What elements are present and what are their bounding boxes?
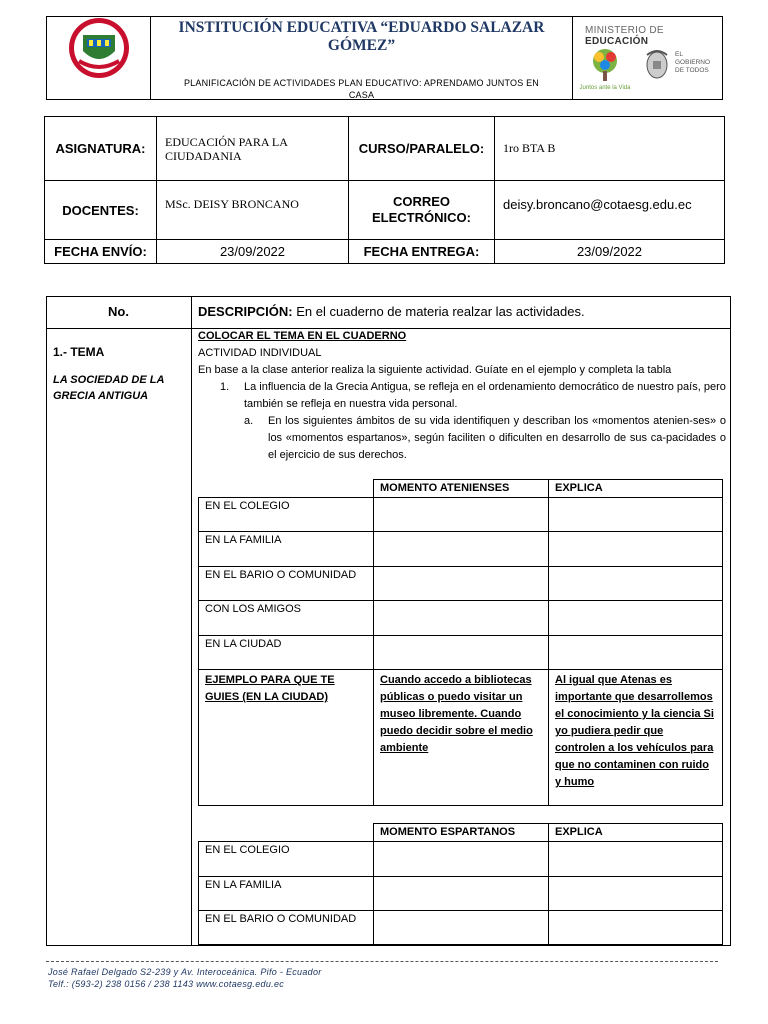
- envio-label: FECHA ENVÍO:: [45, 240, 157, 264]
- plan-title: PLANIFICACIÓN DE ACTIVIDADES PLAN EDUCATIVO: APRENDAMO JUNTOS EN CASA: [183, 78, 540, 100]
- document-header: [46, 16, 723, 100]
- ateniense-row-label: EN EL BARIO O COMUNIDAD: [199, 567, 374, 601]
- ateniense-row-label: EN EL COLEGIO: [199, 498, 374, 532]
- ateniense-explica-header: EXPLICA: [549, 480, 723, 498]
- ateniense-row-label: CON LOS AMIGOS: [199, 601, 374, 636]
- item-a: [198, 413, 726, 464]
- docentes-value: MSc. DEISY BRONCANO: [157, 181, 349, 240]
- entrega-value: 23/09/2022: [495, 240, 725, 264]
- example-momento: Cuando accedo a bibliotecas públicas o puedo visitar un museo libremente. Cuando puedo decidir sobre el medio ambiente: [374, 670, 549, 806]
- ateniense-row-label: EN LA FAMILIA: [199, 532, 374, 567]
- espartano-explica-cell[interactable]: [549, 877, 723, 911]
- espartano-answer-cell[interactable]: [374, 911, 549, 945]
- espartano-explica-cell[interactable]: [549, 911, 723, 945]
- column-divider: [191, 296, 192, 946]
- envio-value: 23/09/2022: [157, 240, 349, 264]
- ateniense-explica-cell[interactable]: [549, 567, 723, 601]
- espartano-answer-cell[interactable]: [374, 842, 549, 877]
- curso-value: 1ro BTA B: [495, 117, 725, 181]
- espartano-row-label: EN LA FAMILIA: [199, 877, 374, 911]
- juntos-tree-logo: [585, 45, 625, 85]
- example-explica: Al igual que Atenas es importante que desarrollemos el conocimiento y la ciencia Si yo pudiera pedir que controlen a los vehículos para que no contaminen con ruido y humo: [549, 670, 723, 806]
- footer-divider: [46, 961, 718, 962]
- instructions-block: [198, 328, 726, 464]
- tema-subtitle: LA SOCIEDAD DE LA GRECIA ANTIGUA: [53, 374, 165, 402]
- ateniense-table: [198, 479, 723, 806]
- gobierno-label: EL GOBIERNO DE TODOS: [675, 51, 711, 74]
- footer-contact: Telf.: (593-2) 238 0156 / 238 1143 www.cotaesg.edu.ec: [48, 979, 285, 989]
- ministry-cell: [573, 17, 723, 99]
- espartano-answer-cell[interactable]: [374, 877, 549, 911]
- espartano-explica-header: EXPLICA: [549, 824, 723, 842]
- ateniense-col-header: MOMENTO ATENIENSES: [374, 480, 549, 498]
- school-logo-cell: [47, 17, 151, 99]
- item-1-number: 1.: [220, 381, 230, 393]
- item-a-letter: a.: [244, 415, 254, 427]
- course-info-table: [44, 116, 725, 264]
- ateniense-row-label: EN LA CIUDAD: [199, 636, 374, 670]
- institution-title: INSTITUCIÓN EDUCATIVA “EDUARDO SALAZAR GÓMEZ”: [178, 19, 545, 54]
- ateniense-explica-cell[interactable]: [549, 532, 723, 567]
- juntos-label: Juntos ante la Vida: [579, 85, 631, 91]
- espartano-table: [198, 823, 723, 945]
- ecuador-coat-of-arms: [641, 47, 673, 83]
- no-header: No.: [108, 304, 129, 319]
- footer-address: José Rafael Delgado S2-239 y Av. Interoceánica. Pifo - Ecuador: [48, 967, 322, 977]
- espartano-row-label: EN EL COLEGIO: [199, 842, 374, 877]
- ateniense-answer-cell[interactable]: [374, 532, 549, 567]
- description-label: DESCRIPCIÓN:: [198, 304, 293, 319]
- instruction-text: En base a la clase anterior realiza la siguiente actividad. Guíate en el ejemplo y completa la tabla: [198, 364, 672, 376]
- asignatura-value: EDUCACIÓN PARA LA CIUDADANIA: [157, 117, 349, 181]
- description-text: En el cuaderno de materia realzar las actividades.: [292, 304, 585, 319]
- asignatura-label: ASIGNATURA:: [45, 117, 157, 181]
- espartano-explica-cell[interactable]: [549, 842, 723, 877]
- tema-title: 1.- TEMA: [53, 345, 105, 359]
- item-a-text: En los siguientes ámbitos de su vida identifiquen y describan los «momentos atenien-ses» o los «momentos espartanos», según faciliten o dificulten en desarrollo de sus ca-pacidades o el ejercicio de sus derechos.: [268, 415, 726, 461]
- ateniense-answer-cell[interactable]: [374, 567, 549, 601]
- ateniense-explica-cell[interactable]: [549, 498, 723, 532]
- colocar-tema: COLOCAR EL TEMA EN EL CUADERNO: [198, 330, 407, 342]
- docentes-label: DOCENTES:: [45, 181, 157, 240]
- correo-label: CORREO ELECTRÓNICO:: [349, 181, 495, 240]
- correo-value: deisy.broncano@cotaesg.edu.ec: [495, 181, 725, 240]
- school-crest-logo: [47, 17, 151, 99]
- ateniense-explica-cell[interactable]: [549, 601, 723, 636]
- ministry-bold: EDUCACIÓN: [585, 36, 649, 47]
- item-1-text: La influencia de la Grecia Antigua, se refleja en el ordenamiento democrático de nuestro país, pero también se refleja en nuestra vida personal.: [244, 381, 726, 410]
- ateniense-explica-cell[interactable]: [549, 636, 723, 670]
- description-header: [198, 296, 728, 328]
- ministry-prefix: MINISTERIO DE: [585, 25, 664, 36]
- ateniense-answer-cell[interactable]: [374, 601, 549, 636]
- ateniense-answer-cell[interactable]: [374, 636, 549, 670]
- example-label: EJEMPLO PARA QUE TE GUIES (EN LA CIUDAD): [199, 670, 374, 806]
- espartano-col-header: MOMENTO ESPARTANOS: [374, 824, 549, 842]
- header-title-cell: [151, 17, 573, 99]
- entrega-label: FECHA ENTREGA:: [349, 240, 495, 264]
- curso-label: CURSO/PARALELO:: [349, 117, 495, 181]
- ministry-label: [585, 25, 723, 47]
- espartano-row-label: EN EL BARIO O COMUNIDAD: [199, 911, 374, 945]
- footer: [48, 966, 322, 990]
- item-1: [198, 379, 726, 413]
- actividad-individual: ACTIVIDAD INDIVIDUAL: [198, 347, 322, 359]
- ateniense-answer-cell[interactable]: [374, 498, 549, 532]
